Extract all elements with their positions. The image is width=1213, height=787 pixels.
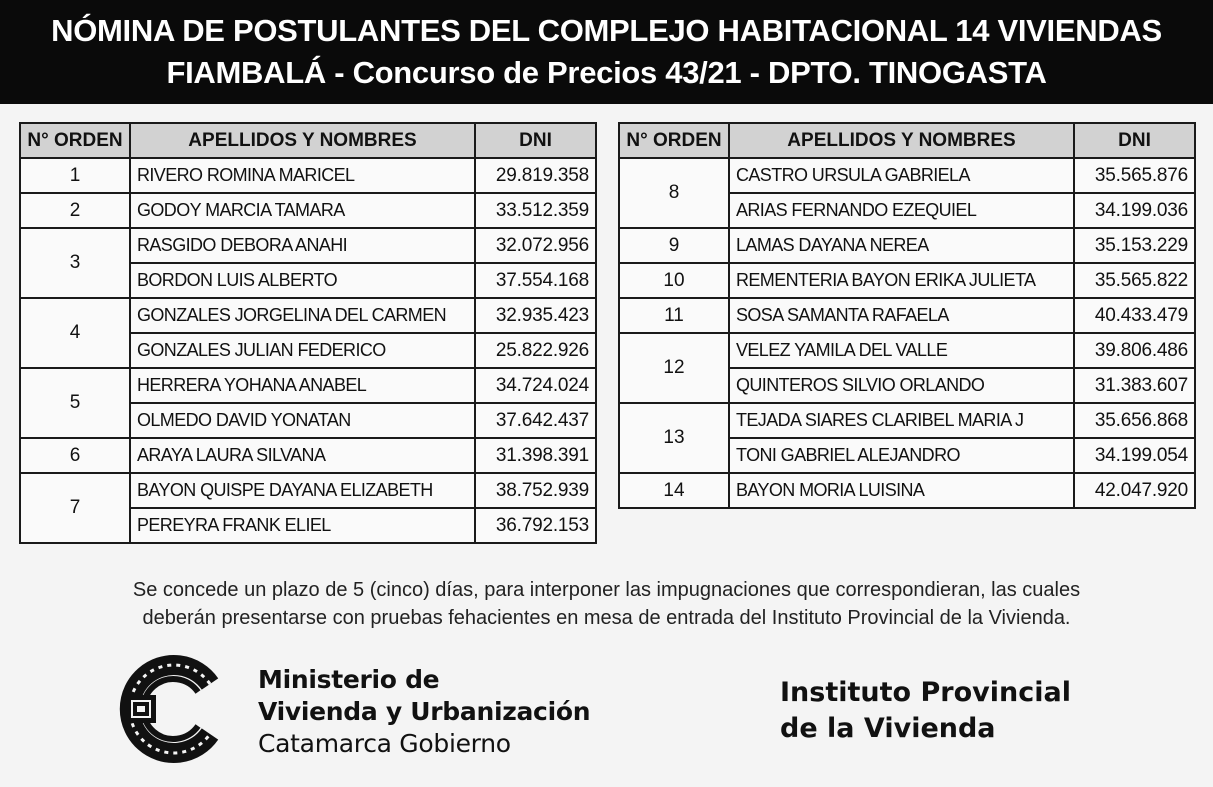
notice-line2: deberán presentarse con pruebas fehacientes en mesa de entrada del Instituto Provincial de la Vivienda. xyxy=(142,607,1071,629)
dni-cell: 39.806.486 xyxy=(1074,333,1195,368)
table-row xyxy=(20,158,596,193)
column-header-dni: DNI xyxy=(1074,123,1195,158)
nombre-cell: TONI GABRIEL ALEJANDRO xyxy=(729,438,1074,473)
table-body-left xyxy=(20,158,596,543)
dni-cell: 33.512.359 xyxy=(475,193,596,228)
orden-cell: 2 xyxy=(20,193,130,228)
dni-cell: 34.199.054 xyxy=(1074,438,1195,473)
nombre-cell: VELEZ YAMILA DEL VALLE xyxy=(729,333,1074,368)
ministerio-line3: Catamarca Gobierno xyxy=(258,729,511,758)
dni-cell: 37.554.168 xyxy=(475,263,596,298)
ministerio-name xyxy=(258,664,590,760)
table-row xyxy=(619,263,1195,298)
nombre-cell: BAYON MORIA LUISINA xyxy=(729,473,1074,508)
column-header-orden: N° ORDEN xyxy=(619,123,729,158)
dni-cell: 35.153.229 xyxy=(1074,228,1195,263)
table-row xyxy=(619,298,1195,333)
table-row xyxy=(20,298,596,333)
dni-cell: 29.819.358 xyxy=(475,158,596,193)
table-body-right xyxy=(619,158,1195,508)
ministerio-logo-icon xyxy=(118,654,228,764)
dni-cell: 32.072.956 xyxy=(475,228,596,263)
orden-cell: 4 xyxy=(20,298,130,368)
nombre-cell: GONZALES JULIAN FEDERICO xyxy=(130,333,475,368)
orden-cell: 1 xyxy=(20,158,130,193)
orden-cell: 6 xyxy=(20,438,130,473)
ministerio-line1: Ministerio de xyxy=(258,665,440,694)
nombre-cell: RIVERO ROMINA MARICEL xyxy=(130,158,475,193)
dni-cell: 31.398.391 xyxy=(475,438,596,473)
notice-line1: Se concede un plazo de 5 (cinco) días, para interponer las impugnaciones que correspondieran, las cuales xyxy=(132,579,1081,601)
orden-cell: 5 xyxy=(20,368,130,438)
table-row xyxy=(20,438,596,473)
dni-cell: 36.792.153 xyxy=(475,508,596,543)
nombre-cell: ARIAS FERNANDO EZEQUIEL xyxy=(729,193,1074,228)
nombre-cell: SOSA SAMANTA RAFAELA xyxy=(729,298,1074,333)
dni-cell: 35.565.876 xyxy=(1074,158,1195,193)
applicants-table-left xyxy=(19,122,597,544)
nombre-cell: HERRERA YOHANA ANABEL xyxy=(130,368,475,403)
column-header-nombre: APELLIDOS Y NOMBRES xyxy=(130,123,475,158)
dni-cell: 37.642.437 xyxy=(475,403,596,438)
nombre-cell: ARAYA LAURA SILVANA xyxy=(130,438,475,473)
nombre-cell: LAMAS DAYANA NEREA xyxy=(729,228,1074,263)
instituto-name xyxy=(780,675,1071,747)
table-row xyxy=(619,473,1195,508)
dni-cell: 34.724.024 xyxy=(475,368,596,403)
dni-cell: 42.047.920 xyxy=(1074,473,1195,508)
dni-cell: 25.822.926 xyxy=(475,333,596,368)
notice-text xyxy=(0,576,1213,632)
nombre-cell: GODOY MARCIA TAMARA xyxy=(130,193,475,228)
nombre-cell: RASGIDO DEBORA ANAHI xyxy=(130,228,475,263)
orden-cell: 12 xyxy=(619,333,729,403)
orden-cell: 14 xyxy=(619,473,729,508)
ministerio-line2: Vivienda y Urbanización xyxy=(258,697,591,726)
orden-cell: 11 xyxy=(619,298,729,333)
column-header-orden: N° ORDEN xyxy=(20,123,130,158)
table-row xyxy=(619,403,1195,438)
table-row xyxy=(20,473,596,508)
nombre-cell: QUINTEROS SILVIO ORLANDO xyxy=(729,368,1074,403)
table-row xyxy=(20,193,596,228)
column-header-dni: DNI xyxy=(475,123,596,158)
dni-cell: 35.656.868 xyxy=(1074,403,1195,438)
table-row xyxy=(619,228,1195,263)
dni-cell: 31.383.607 xyxy=(1074,368,1195,403)
dni-cell: 40.433.479 xyxy=(1074,298,1195,333)
column-header-nombre: APELLIDOS Y NOMBRES xyxy=(729,123,1074,158)
dni-cell: 32.935.423 xyxy=(475,298,596,333)
orden-cell: 13 xyxy=(619,403,729,473)
nombre-cell: GONZALES JORGELINA DEL CARMEN xyxy=(130,298,475,333)
nombre-cell: CASTRO URSULA GABRIELA xyxy=(729,158,1074,193)
applicants-table-right xyxy=(618,122,1196,509)
nombre-cell: BORDON LUIS ALBERTO xyxy=(130,263,475,298)
nombre-cell: TEJADA SIARES CLARIBEL MARIA J xyxy=(729,403,1074,438)
orden-cell: 10 xyxy=(619,263,729,298)
dni-cell: 35.565.822 xyxy=(1074,263,1195,298)
nombre-cell: PEREYRA FRANK ELIEL xyxy=(130,508,475,543)
orden-cell: 7 xyxy=(20,473,130,543)
page-header xyxy=(0,0,1213,104)
header-title-line1: NÓMINA DE POSTULANTES DEL COMPLEJO HABITACIONAL 14 VIVIENDAS xyxy=(51,13,1162,48)
instituto-line1: Instituto Provincial xyxy=(780,677,1071,708)
dni-cell: 38.752.939 xyxy=(475,473,596,508)
table-row xyxy=(619,333,1195,368)
nombre-cell: OLMEDO DAVID YONATAN xyxy=(130,403,475,438)
header-title-line2: FIAMBALÁ - Concurso de Precios 43/21 - DPTO. TINOGASTA xyxy=(166,55,1047,90)
table-row xyxy=(20,368,596,403)
nombre-cell: REMENTERIA BAYON ERIKA JULIETA xyxy=(729,263,1074,298)
orden-cell: 9 xyxy=(619,228,729,263)
nombre-cell: BAYON QUISPE DAYANA ELIZABETH xyxy=(130,473,475,508)
orden-cell: 8 xyxy=(619,158,729,228)
table-row xyxy=(20,228,596,263)
dni-cell: 34.199.036 xyxy=(1074,193,1195,228)
orden-cell: 3 xyxy=(20,228,130,298)
table-row xyxy=(619,158,1195,193)
instituto-line2: de la Vivienda xyxy=(780,713,996,744)
